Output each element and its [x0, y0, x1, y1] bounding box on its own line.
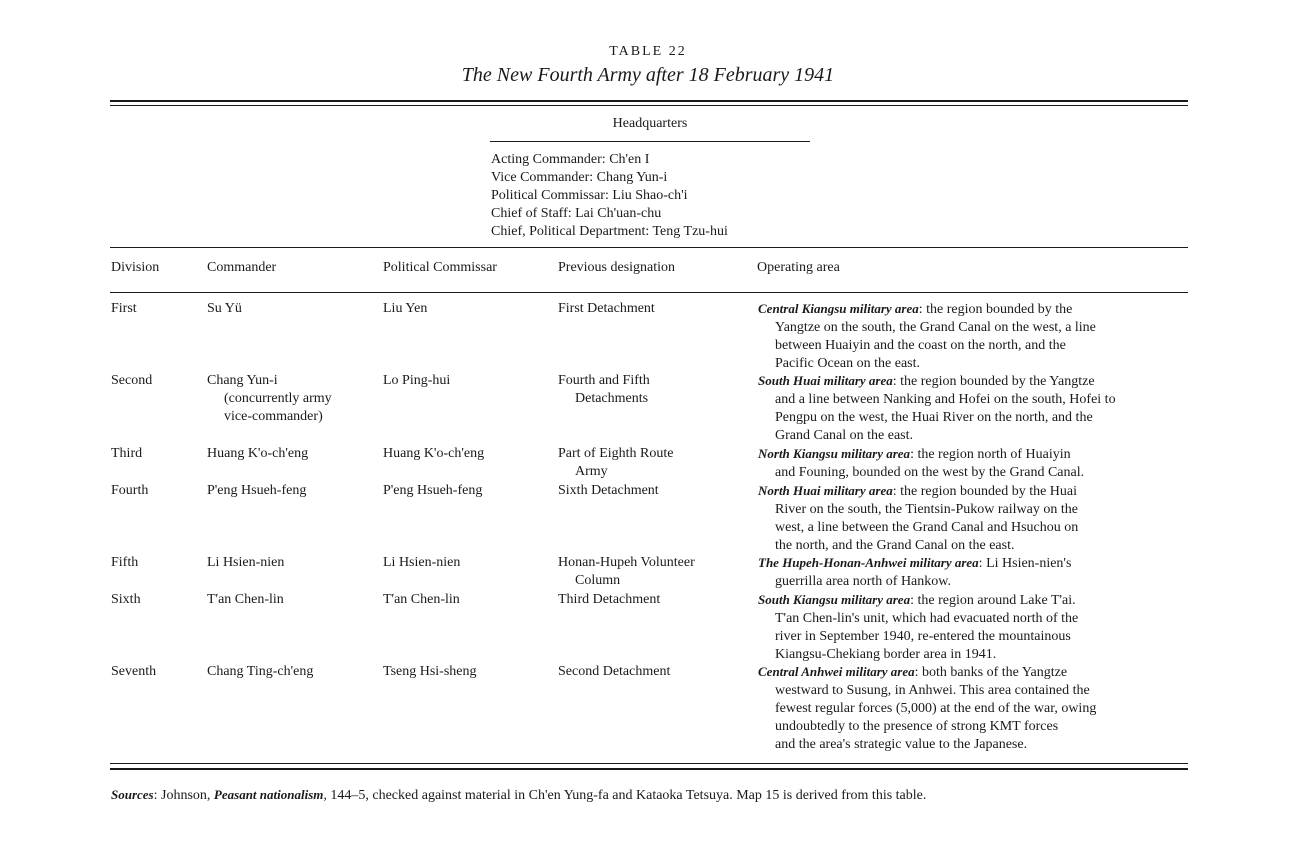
area-first-line: North Huai military area: the region bounded by the Huai [758, 483, 1078, 499]
area-line: T'an Chen-lin's unit, which had evacuated north of the [775, 611, 1079, 626]
commander-line: P'eng Hsueh-feng [207, 483, 307, 498]
area-line: westward to Susung, in Anhwei. This area contained the [775, 683, 1090, 698]
column-header-area: Operating area [757, 260, 840, 275]
commander-cell [207, 591, 284, 609]
headquarters-rule [490, 141, 810, 142]
table-number: TABLE 22 [609, 44, 687, 59]
area-first-line: South Kiangsu military area: the region around Lake T'ai. [758, 592, 1076, 608]
commander-line: T'an Chen-lin [207, 592, 284, 607]
previous-cell [558, 372, 650, 408]
column-header-commander: Commander [207, 260, 277, 275]
area-name: Central Kiangsu military area [758, 301, 919, 316]
area-cell [758, 372, 1116, 445]
commander-line: Li Hsien-nien [207, 555, 285, 570]
area-first-line: North Kiangsu military area: the region north of Huaiyin [758, 446, 1071, 462]
hq-line: Political Commissar: Liu Shao-ch'i [491, 188, 688, 203]
area-name: North Kiangsu military area [758, 446, 911, 461]
previous-cell [558, 591, 660, 609]
sources-note [111, 787, 926, 804]
area-line: and a line between Nanking and Hofei on the south, Hofei to [775, 392, 1116, 407]
area-text: the region bounded by the Huai [900, 484, 1078, 499]
area-cell [758, 482, 1078, 555]
commander-line: Chang Ting-ch'eng [207, 664, 314, 679]
commander-line: (concurrently army [224, 391, 332, 406]
area-line: and Founing, bounded on the west by the Grand Canal. [775, 465, 1085, 480]
division-cell: Fourth [111, 483, 149, 498]
commander-line: Su Yü [207, 301, 242, 316]
column-header-division: Division [111, 260, 160, 275]
area-name: Central Anhwei military area [758, 664, 915, 679]
commander-cell [207, 445, 308, 463]
commissar-cell: Huang K'o-ch'eng [383, 446, 485, 461]
area-name: South Kiangsu military area [758, 592, 911, 607]
commander-line: Chang Yun-i [207, 373, 278, 388]
area-name: The Hupeh-Honan-Anhwei military area [758, 555, 979, 570]
previous-line: Sixth Detachment [558, 483, 659, 498]
commander-line: vice-commander) [224, 409, 323, 424]
commander-line: Huang K'o-ch'eng [207, 446, 309, 461]
area-line: River on the south, the Tientsin-Pukow railway on the [775, 502, 1078, 517]
top-rule [110, 100, 1188, 102]
previous-line: Honan-Hupeh Volunteer [558, 555, 695, 570]
area-line: the north, and the Grand Canal on the east. [775, 538, 1015, 553]
division-cell: Seventh [111, 664, 157, 679]
area-line: Pacific Ocean on the east. [775, 356, 920, 371]
commander-cell [207, 663, 313, 681]
commissar-cell: Li Hsien-nien [383, 555, 461, 570]
previous-cell [558, 554, 695, 590]
column-header-previous: Previous designation [558, 260, 676, 275]
commissar-cell: Tseng Hsi-sheng [383, 664, 477, 679]
commissar-cell: Lo Ping-hui [383, 373, 451, 388]
area-line: Yangtze on the south, the Grand Canal on the west, a line [775, 320, 1096, 335]
previous-cell [558, 300, 655, 318]
header-top-rule [110, 247, 1188, 248]
bottom-rule-thin [110, 763, 1188, 764]
area-text: the region north of Huaiyin [917, 447, 1071, 462]
previous-cell [558, 663, 670, 681]
previous-line: Army [575, 464, 608, 479]
area-cell [758, 591, 1078, 664]
area-line: guerrilla area north of Hankow. [775, 574, 951, 589]
division-cell: Sixth [111, 592, 141, 607]
hq-line: Vice Commander: Chang Yun-i [491, 170, 668, 185]
area-line: river in September 1940, re-entered the mountainous [775, 629, 1071, 644]
area-text: both banks of the Yangtze [922, 665, 1068, 680]
previous-line: Second Detachment [558, 664, 671, 679]
area-name: South Huai military area [758, 373, 893, 388]
sources-rest: , 144–5, checked against material in Ch'en Yung-fa and Kataoka Tetsuya. Map 15 is derived from this table. [323, 788, 927, 803]
column-header-commissar: Political Commissar [383, 260, 497, 275]
previous-line: Fourth and Fifth [558, 373, 650, 388]
division-cell: First [111, 301, 137, 316]
area-line: west, a line between the Grand Canal and Hsuchou on [775, 520, 1079, 535]
previous-line: Detachments [575, 391, 649, 406]
headquarters-heading: Headquarters [612, 116, 688, 131]
area-first-line: South Huai military area: the region bounded by the Yangtze [758, 373, 1095, 389]
area-text: Li Hsien-nien's [986, 556, 1072, 571]
area-name: North Huai military area [758, 483, 893, 498]
previous-cell [558, 445, 674, 481]
division-cell: Second [111, 373, 153, 388]
top-rule-thin [110, 105, 1188, 106]
header-bottom-rule [110, 292, 1188, 293]
area-first-line: Central Anhwei military area: both banks of the Yangtze [758, 664, 1068, 680]
sources-book: Peasant nationalism [213, 787, 324, 802]
area-text: the region bounded by the Yangtze [900, 374, 1095, 389]
previous-line: Column [575, 573, 621, 588]
commander-cell [207, 482, 306, 500]
area-line: between Huaiyin and the coast on the north, and the [775, 338, 1066, 353]
area-text: the region bounded by the [926, 302, 1073, 317]
area-line: and the area's strategic value to the Japanese. [775, 737, 1028, 752]
commissar-cell: P'eng Hsueh-feng [383, 483, 483, 498]
commissar-cell: T'an Chen-lin [383, 592, 460, 607]
commander-cell [207, 372, 332, 426]
sources-prefix: : Johnson, [153, 788, 214, 803]
hq-line: Chief, Political Department: Teng Tzu-hui [491, 224, 728, 239]
bottom-rule [110, 768, 1188, 770]
area-first-line: The Hupeh-Honan-Anhwei military area: Li Hsien-nien's [758, 555, 1072, 571]
area-cell [758, 300, 1096, 373]
previous-cell [558, 482, 659, 500]
hq-line: Acting Commander: Ch'en I [491, 152, 650, 167]
area-first-line: Central Kiangsu military area: the region bounded by the [758, 301, 1073, 317]
division-cell: Fifth [111, 555, 139, 570]
table-title: The New Fourth Army after 18 February 1941 [461, 64, 835, 86]
area-text: the region around Lake T'ai. [917, 593, 1076, 608]
commander-cell [207, 554, 284, 572]
previous-line: Third Detachment [558, 592, 661, 607]
previous-line: First Detachment [558, 301, 655, 316]
commander-cell [207, 300, 242, 318]
area-line: Grand Canal on the east. [775, 428, 914, 443]
hq-line: Chief of Staff: Lai Ch'uan-chu [491, 206, 662, 221]
previous-line: Part of Eighth Route [558, 446, 674, 461]
sources-label: Sources [111, 787, 154, 802]
area-cell [758, 663, 1096, 754]
area-line: fewest regular forces (5,000) at the end of the war, owing [775, 701, 1097, 716]
division-cell: Third [111, 446, 143, 461]
area-line: Pengpu on the west, the Huai River on the north, and the [775, 410, 1093, 425]
headquarters-list [491, 151, 728, 241]
area-cell [758, 554, 1071, 591]
area-line: undoubtedly to the presence of strong KMT forces [775, 719, 1059, 734]
area-line: Kiangsu-Chekiang border area in 1941. [775, 647, 997, 662]
commissar-cell: Liu Yen [383, 301, 428, 316]
area-cell [758, 445, 1084, 482]
